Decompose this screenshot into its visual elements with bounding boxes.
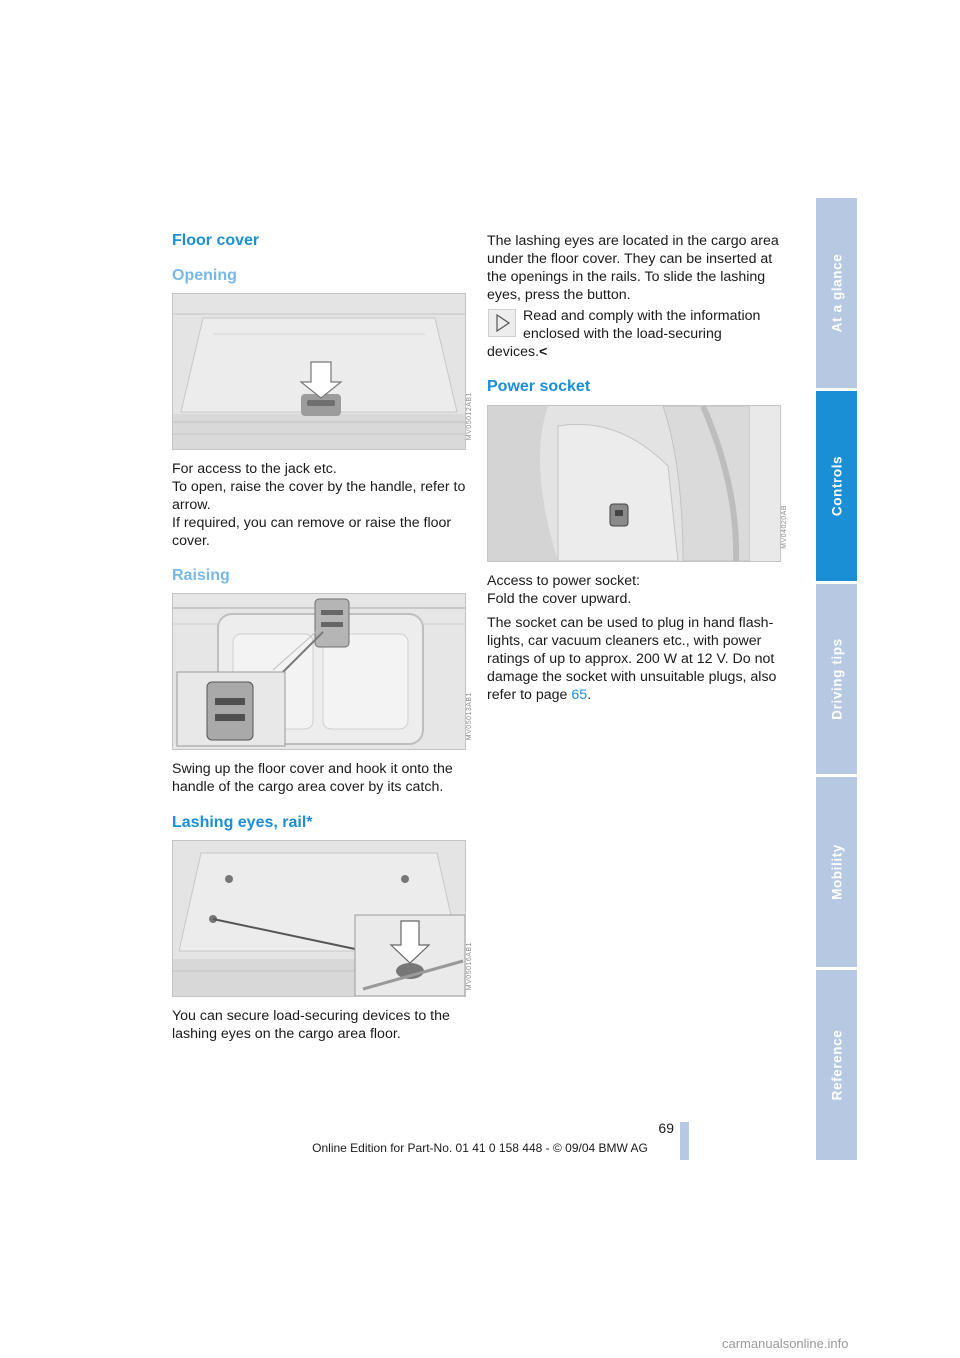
- subsection-title-opening: Opening: [172, 267, 237, 284]
- footer-edition: Online Edition for Part-No. 01 41 0 158 448 - © 09/04 BMW AG: [312, 1141, 648, 1155]
- lashing-text-block: [172, 1007, 472, 1043]
- raising-text-block: [172, 760, 472, 832]
- page-number: 69: [658, 1120, 674, 1136]
- tab-driving-tips[interactable]: Driving tips: [816, 584, 857, 774]
- opening-text-2: To open, raise the cover by the handle, refer to arrow.: [172, 479, 466, 513]
- note-block: [487, 307, 787, 396]
- figure-code-3: MV05016AB1: [466, 942, 473, 991]
- power-text-3-end: .: [587, 687, 592, 703]
- section-tabs: [816, 198, 857, 1160]
- power-text-3-wrap: [487, 614, 787, 704]
- tab-reference[interactable]: Reference: [816, 970, 857, 1160]
- figure-floor-cover-opening: [172, 293, 466, 450]
- section-title-power-socket: Power socket: [487, 378, 591, 395]
- left-column: [172, 232, 472, 285]
- power-text-2: Fold the cover upward.: [487, 591, 632, 607]
- right-column-top: [487, 232, 787, 304]
- note-line-2: enclosed with the load-securing: [523, 326, 722, 342]
- tab-at-a-glance[interactable]: At a glance: [816, 198, 857, 388]
- raising-text: Swing up the floor cover and hook it onto the handle of the cargo area cover by its catch.: [172, 761, 453, 795]
- page-ref-link[interactable]: 65: [571, 687, 588, 703]
- opening-text-block: [172, 460, 472, 585]
- section-title-floor-cover: Floor cover: [172, 232, 260, 249]
- tab-controls[interactable]: Controls: [816, 391, 857, 581]
- subsection-title-lashing: Lashing eyes, rail*: [172, 814, 313, 831]
- figure-floor-cover-raising: [172, 593, 466, 750]
- power-text-1: Access to power socket:: [487, 573, 640, 589]
- figure-code-2: MV05013AB1: [466, 692, 473, 741]
- figure-lashing-eyes: [172, 840, 466, 997]
- subsection-title-raising: Raising: [172, 567, 230, 584]
- figure-code-1: MV05012AB1: [466, 392, 473, 441]
- opening-text-1: For access to the jack etc.: [172, 461, 337, 477]
- note-line-3-wrap: [487, 343, 787, 361]
- lashing-text-2: The lashing eyes are located in the cargo area under the floor cover. They can be inserted at the openings in the rails. To slide the lashing eyes, press the button.: [487, 233, 779, 303]
- opening-text-3: If required, you can remove or raise the floor cover.: [172, 515, 452, 549]
- note-line-1: Read and comply with the information: [523, 308, 761, 324]
- figure-power-socket: [487, 405, 781, 562]
- figure-code-4: MV04020AB: [781, 505, 788, 549]
- watermark: carmanualsonline.info: [722, 1336, 849, 1351]
- power-text-3: The socket can be used to plug in hand flash-lights, car vacuum cleaners etc., with power ratings of up to approx. 200 W at 12 V. Do not damage the socket with unsuitable plugs, also refer to page: [487, 615, 777, 703]
- note-line-3: devices.: [487, 344, 540, 360]
- power-text-block: [487, 572, 787, 704]
- note-end-mark: <: [539, 344, 548, 360]
- lashing-text: You can secure load-securing devices to the lashing eyes on the cargo area floor.: [172, 1008, 450, 1042]
- tab-mobility[interactable]: Mobility: [816, 777, 857, 967]
